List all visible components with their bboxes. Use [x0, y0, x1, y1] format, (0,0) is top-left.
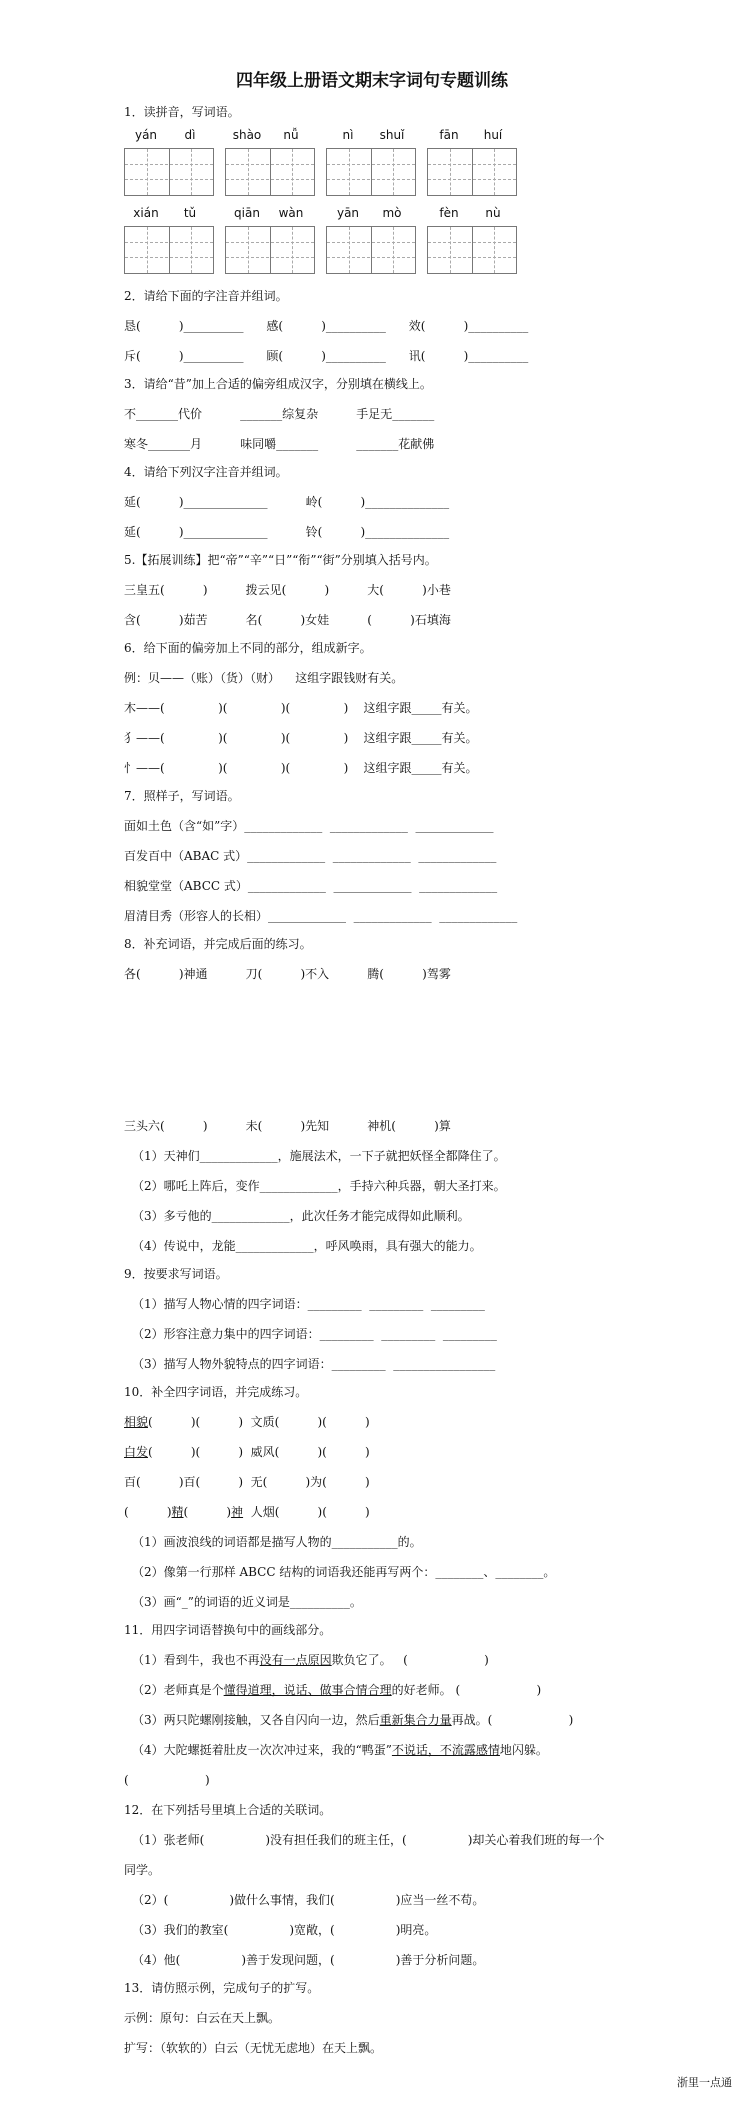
q4-line-1[interactable]: 延( )______________ 岭( )______________	[124, 495, 450, 509]
q4-line-2[interactable]: 延( )______________ 铃( )______________	[124, 525, 450, 539]
writing-grid[interactable]	[427, 226, 517, 274]
q11-sentence-2[interactable]	[132, 1682, 541, 1698]
q9-prompt: 9．按要求写词语。	[124, 1267, 228, 1281]
q1-word-8	[427, 206, 516, 226]
page-title: 四年级上册语文期末字词句专题训练	[236, 71, 508, 91]
q7-line-1[interactable]: 面如土色（含“如”字）_____________ _____________ _____________	[124, 819, 494, 833]
q8-line-2[interactable]: 三头六( ) 未( )先知 神机( )算	[124, 1119, 451, 1133]
q9-sentence-2[interactable]: （2）形容注意力集中的四字词语：_________ _________ _________	[132, 1327, 497, 1341]
underlined-char: 精	[171, 1505, 184, 1519]
pinyin: shào	[232, 128, 262, 142]
text: （1）看到牛，我也不再	[132, 1653, 260, 1667]
pinyin: yán	[134, 128, 158, 142]
pinyin: huí	[483, 128, 503, 142]
text[interactable]: 欺负它了。 ( )	[331, 1653, 489, 1667]
underlined-char: 神	[231, 1505, 244, 1519]
q7-line-3[interactable]: 相貌堂堂（ABCC 式）_____________ _____________ _____________	[124, 879, 498, 893]
q7-prompt: 7．照样子，写词语。	[124, 789, 240, 803]
pinyin: nǚ	[283, 128, 299, 142]
pinyin: dì	[184, 128, 196, 142]
q11-sentence-3[interactable]	[132, 1712, 573, 1728]
q10-sentence-3[interactable]: （3）画“_”的词语的近义词是__________。	[132, 1595, 362, 1609]
q1-word-3	[326, 128, 415, 148]
pinyin: yān	[336, 206, 360, 220]
q6-prompt: 6．给下面的偏旁加上不同的部分，组成新字。	[124, 641, 372, 655]
writing-grid[interactable]	[225, 148, 315, 196]
writing-grid[interactable]	[326, 148, 416, 196]
writing-grid[interactable]	[427, 148, 517, 196]
pinyin: qiān	[234, 206, 260, 220]
q12-sentence-1-cont: 同学。	[124, 1863, 161, 1877]
pinyin: fèn	[439, 206, 459, 220]
underlined-phrase: 重新集合力量	[379, 1713, 452, 1727]
q11-sentence-1[interactable]	[132, 1652, 489, 1668]
q1-prompt: 1．读拼音，写词语。	[124, 105, 240, 119]
blanks[interactable]: ( )( ) 威风( )( )	[148, 1445, 370, 1459]
blank[interactable]: ( )	[124, 1505, 172, 1519]
q5-line-2[interactable]: 含( )茹苦 名( )女娃 ( )石填海	[124, 613, 451, 627]
writing-grid[interactable]	[225, 226, 315, 274]
text[interactable]: 的好老师。 ( )	[391, 1683, 542, 1697]
pinyin: nù	[485, 206, 501, 220]
q9-sentence-3[interactable]: （3）描写人物外貌特点的四字词语：_________ _________________	[132, 1357, 496, 1371]
q8-prompt: 8．补充词语，并完成后面的练习。	[124, 937, 312, 951]
blanks[interactable]: ( )( ) 文质( )( )	[148, 1415, 370, 1429]
blanks[interactable]: 人烟( )( )	[243, 1505, 370, 1519]
underlined-phrase: 没有一点原因	[259, 1653, 332, 1667]
q1-word-7	[326, 206, 415, 226]
q7-line-4[interactable]: 眉清目秀（形容人的长相）_____________ _____________ _____________	[124, 909, 518, 923]
q12-sentence-4[interactable]: （4）他( )善于发现问题，( )善于分析问题。	[132, 1953, 485, 1967]
q12-prompt: 12．在下列括号里填上合适的关联词。	[124, 1803, 332, 1817]
q12-sentence-3[interactable]: （3）我们的教室( )宽敞，( )明亮。	[132, 1923, 437, 1937]
q1-pinyin-row-2	[124, 206, 594, 280]
q6-line-3[interactable]: 忄——( )( )( ) 这组字跟_____有关。	[124, 761, 478, 775]
pinyin: xián	[133, 206, 159, 220]
underlined-word: 相貌	[124, 1415, 149, 1429]
q6-line-2[interactable]: 犭——( )( )( ) 这组字跟_____有关。	[124, 731, 478, 745]
q3-line-2[interactable]: 寒冬_______月 味同嚼_______ _______花献佛	[124, 437, 435, 451]
underlined-phrase: 不说话，不流露感情	[391, 1743, 500, 1757]
q6-example: 例：贝——（账）（货）（财） 这组字跟钱财有关。	[124, 671, 404, 685]
q8-sentence-1[interactable]: （1）天神们_____________，施展法术，一下子就把妖怪全都降住了。	[132, 1149, 506, 1163]
q11-sentence-4[interactable]	[132, 1742, 548, 1758]
q3-prompt: 3．请给“昔”加上合适的偏旁组成汉字，分别填在横线上。	[124, 377, 432, 391]
q6-line-1[interactable]: 木——( )( )( ) 这组字跟_____有关。	[124, 701, 478, 715]
writing-grid[interactable]	[124, 148, 214, 196]
q3-line-1[interactable]: 不_______代价 _______综复杂 手足无_______	[124, 407, 435, 421]
q2-prompt: 2．请给下面的字注音并组词。	[124, 289, 288, 303]
pinyin: shuǐ	[379, 128, 405, 142]
q5-line-1[interactable]: 三皇五( ) 拨云见( ) 大( )小巷	[124, 583, 451, 597]
q13-example-expanded: 扩写：（软软的）白云（无忧无虑地）在天上飘。	[124, 2041, 383, 2055]
text: （2）老师真是个	[132, 1683, 224, 1697]
q1-word-1	[124, 128, 213, 148]
writing-grid[interactable]	[124, 226, 214, 274]
underlined-phrase: 懂得道理，说话、做事合情合理	[223, 1683, 392, 1697]
q8-sentence-4[interactable]: （4）传说中，龙能_____________，呼风唤雨，具有强大的能力。	[132, 1239, 482, 1253]
q1-word-6	[225, 206, 314, 226]
q1-word-2	[225, 128, 314, 148]
q10-row-2[interactable]	[124, 1444, 370, 1460]
footer-watermark: 浙里一点通	[677, 2076, 732, 2089]
q11-prompt: 11．用四字词语替换句中的画线部分。	[124, 1623, 332, 1637]
blank[interactable]: ( )	[183, 1505, 232, 1519]
text: 地闪躲。	[499, 1743, 548, 1757]
q1-word-5	[124, 206, 213, 226]
pinyin: nì	[342, 128, 354, 142]
q10-row-1[interactable]	[124, 1414, 370, 1430]
q1-pinyin-row-1	[124, 128, 594, 202]
pinyin: wàn	[278, 206, 304, 220]
q4-prompt: 4．请给下列汉字注音并组词。	[124, 465, 288, 479]
q13-example: 示例：原句：白云在天上飘。	[124, 2011, 281, 2025]
q8-sentence-3[interactable]: （3）多亏他的_____________，此次任务才能完成得如此顺利。	[132, 1209, 470, 1223]
q2-line-1[interactable]: 恳( )__________ 感( )__________ 效( )__________	[124, 319, 529, 333]
q13-prompt: 13．请仿照示例，完成句子的扩写。	[124, 1981, 320, 1995]
q7-line-2[interactable]: 百发百中（ABAC 式）_____________ _____________ _____________	[124, 849, 497, 863]
q8-line-1[interactable]: 各( )神通 刀( )不入 腾( )驾雾	[124, 967, 451, 981]
q8-sentence-2[interactable]: （2）哪吒上阵后，变作_____________，手持六种兵器，朝大圣打来。	[132, 1179, 506, 1193]
pinyin: fān	[439, 128, 459, 142]
pinyin: tǔ	[183, 206, 197, 220]
q10-prompt: 10．补全四字词语，并完成练习。	[124, 1385, 308, 1399]
q5-prompt: 5.【拓展训练】把“帝”“辛”“日”“衔”“街”分别填入括号内。	[124, 553, 437, 567]
underlined-word: 白发	[124, 1445, 149, 1459]
q9-sentence-1[interactable]: （1）描写人物心情的四字词语：_________ _________ _________	[132, 1297, 485, 1311]
writing-grid[interactable]	[326, 226, 416, 274]
q10-sentence-1[interactable]: （1）画波浪线的词语都是描写人物的___________的。	[132, 1535, 422, 1549]
q1-word-4	[427, 128, 516, 148]
q12-sentence-2[interactable]: （2）( )做什么事情，我们( )应当一丝不苟。	[132, 1893, 485, 1907]
q10-sentence-2[interactable]: （2）像第一行那样 ABCC 结构的词语我还能再写两个：________、________。	[132, 1565, 556, 1579]
text: （3）两只陀螺刚接触，又各自闪向一边，然后	[132, 1713, 380, 1727]
q12-sentence-1[interactable]: （1）张老师( )没有担任我们的班主任，( )却关心着我们班的每一个	[132, 1833, 605, 1847]
q2-line-2[interactable]: 斥( )__________ 顾( )__________ 讯( )__________	[124, 349, 529, 363]
text: （4）大陀螺挺着肚皮一次次冲过来，我的“鸭蛋”	[132, 1743, 392, 1757]
q10-row-3[interactable]: 百( )百( ) 无( )为( )	[124, 1475, 370, 1489]
text[interactable]: 再战。( )	[451, 1713, 574, 1727]
q10-row-4[interactable]	[124, 1504, 370, 1520]
pinyin: mò	[382, 206, 402, 220]
q11-answer-4[interactable]: ( )	[124, 1773, 210, 1787]
